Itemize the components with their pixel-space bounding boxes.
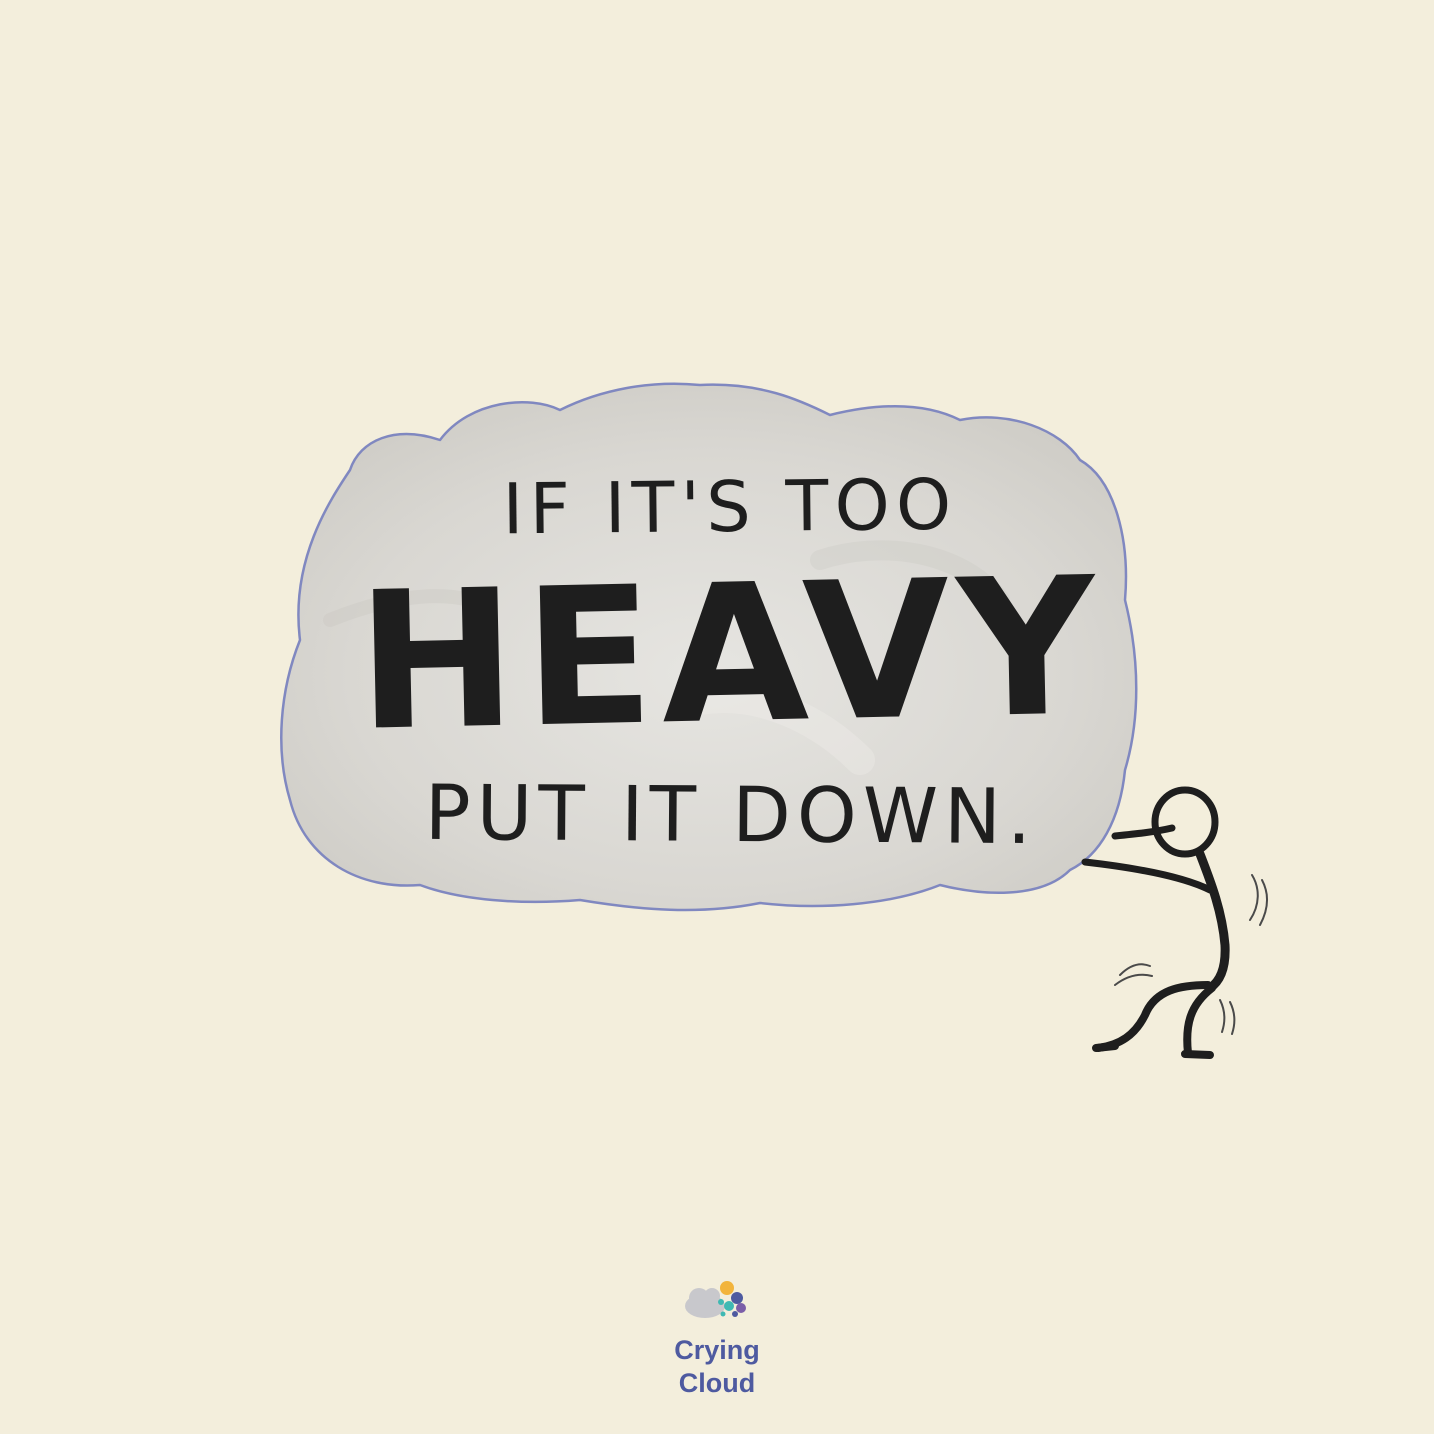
brand-block: [617, 1276, 817, 1400]
quote-line-1: IF IT'S TOO: [502, 463, 958, 551]
stick-figure-pushing-icon: [1060, 770, 1300, 1080]
quote-line-2-heavy: HEAVY: [354, 536, 1106, 773]
crying-cloud-logo-icon: [677, 1276, 757, 1324]
brand-name: Crying Cloud: [674, 1335, 760, 1398]
quote-line-3: PUT IT DOWN.: [424, 767, 1038, 862]
